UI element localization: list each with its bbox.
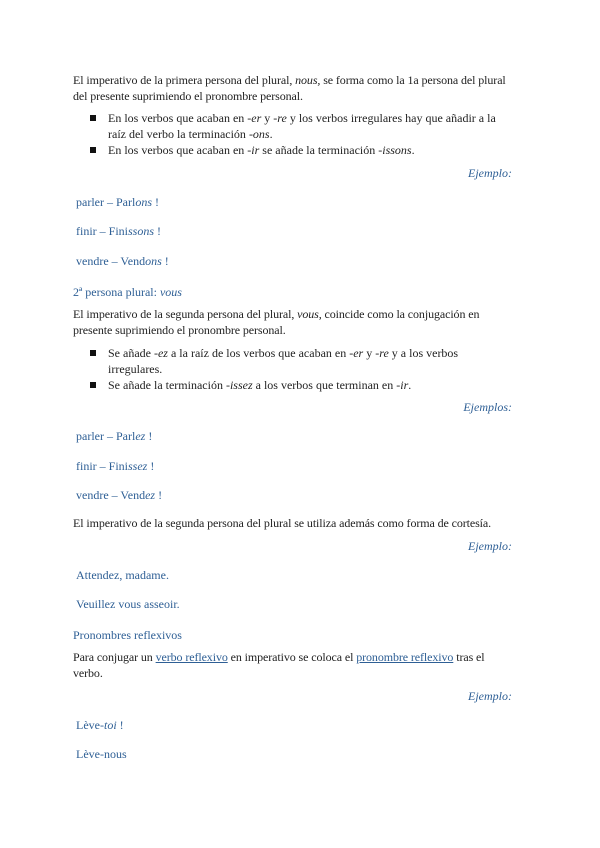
- example-line: finir – Finissons !: [76, 224, 162, 238]
- example-line: vendre – Vendez !: [76, 488, 163, 502]
- intro-paragraph-nous: [73, 72, 513, 104]
- example-line: finir – Finissez !: [76, 459, 155, 473]
- bullet-list-nous: [90, 110, 510, 158]
- bullet-item: Se añade -ez a la raíz de los verbos que acaban en -er y -re y a los verbos irregulares.: [90, 345, 510, 377]
- intro-text: se forma como la 1a persona del plural del presente suprimiendo el pronombre personal.: [73, 73, 506, 103]
- reflexive-paragraph: Para conjugar un verbo reflexivo en imperativo se coloca el pronombre reflexivo tras el verbo.: [73, 650, 485, 680]
- bullet-item: Se añade la terminación -issez a los verbos que terminan en -ir.: [90, 377, 510, 393]
- example-line: Veuillez vous asseoir.: [76, 597, 180, 611]
- example-line: Lève-toi !: [76, 718, 124, 732]
- example-label: Ejemplos:: [463, 400, 512, 414]
- bullet-list-vous: [90, 345, 510, 393]
- courtesy-paragraph: El imperativo de la segunda persona del plural se utiliza además como forma de cortesía.: [73, 516, 492, 530]
- intro-paragraph-vous: El imperativo de la segunda persona del plural, vous, coincide como la conjugación en presente suprimiendo el pronombre personal.: [73, 307, 480, 337]
- bullet-item: En los verbos que acaban en -er y -re y los verbos irregulares hay que añadir a la raíz del verbo la terminación -ons.: [90, 110, 510, 142]
- intro-text: El imperativo de la primera persona del plural,: [73, 73, 296, 87]
- example-label: Ejemplo:: [468, 166, 512, 180]
- example-line: parler – Parlez !: [76, 429, 153, 443]
- example-line: Attendez, madame.: [76, 568, 169, 582]
- bullet-item: En los verbos que acaban en -ir se añade la terminación -issons.: [90, 142, 510, 158]
- example-label: Ejemplo:: [468, 689, 512, 703]
- link-verbo-reflexivo[interactable]: verbo reflexivo: [155, 650, 228, 664]
- example-label: Ejemplo:: [468, 539, 512, 553]
- example-line: vendre – Vendons !: [76, 254, 169, 268]
- intro-italic: nous,: [295, 73, 321, 87]
- section-heading-vous: 2ª persona plural: vous: [73, 285, 182, 299]
- section-heading-reflexive: Pronombres reflexivos: [73, 628, 182, 642]
- link-pronombre-reflexivo[interactable]: pronombre reflexivo: [356, 650, 454, 664]
- example-line: Lève-nous: [76, 747, 127, 761]
- example-line: parler – Parlons !: [76, 195, 159, 209]
